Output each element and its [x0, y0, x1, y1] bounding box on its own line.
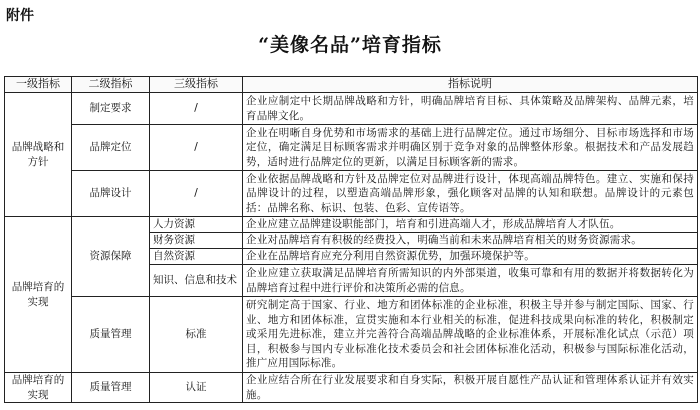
table-row	[5, 217, 698, 233]
column-header: 三级指标	[150, 77, 243, 93]
level2-cell: 质量管理	[72, 297, 150, 373]
description-cell: 企业在明晰自身优势和市场需求的基础上进行品牌定位。通过市场细分、目标市场选择和市场定位，确定满足目标顾客需求并明确区别于竞争对象的品牌整体形象。根据技术和产品发展趋势，适时进行品牌定位的更新，以满足目标顾客新的需求。	[243, 125, 698, 171]
level1-cell: 品牌培育的实现	[5, 217, 72, 373]
description-cell: 企业应结合所在行业发展要求和自身实际，积极开展自愿性产品认证和管理体系认证并有效实施。	[243, 373, 698, 403]
attachment-label: 附件	[6, 8, 34, 24]
description-cell: 企业应建立获取满足品牌培育所需知识的内外部渠道，收集可靠和有用的数据并将数据转化为品牌培育过程中进行评价和决策所必需的信息。	[243, 265, 698, 297]
level3-cell: 人力资源	[150, 217, 243, 233]
level2-cell: 质量管理	[72, 373, 150, 403]
level3-cell: 自然资源	[150, 249, 243, 265]
table-row	[5, 373, 698, 403]
column-header: 一级指标	[5, 77, 72, 93]
description-cell: 企业依据品牌战略和方针及品牌定位对品牌进行设计，体现高端品牌特色。建立、实施和保持品牌设计的过程，以塑造高端品牌形象，强化顾客对品牌的认知和联想。品牌设计的元素包括：品牌名称、标识、包装、色彩、宣传语等。	[243, 171, 698, 217]
table-row	[5, 297, 698, 373]
level2-cell: 品牌定位	[72, 125, 150, 171]
level3-cell: /	[150, 171, 243, 217]
table-row	[5, 171, 698, 217]
level3-cell: 标准	[150, 297, 243, 373]
level2-cell: 品牌设计	[72, 171, 150, 217]
description-cell: 企业应建立品牌建设职能部门，培育和引进高端人才，形成品牌培育人才队伍。	[243, 217, 698, 233]
level2-cell: 资源保障	[72, 217, 150, 297]
table-header-row	[5, 77, 698, 93]
description-cell: 企业应制定中长期品牌战略和方针，明确品牌培育目标、具体策略及品牌架构、品牌元素，培育品牌文化。	[243, 93, 698, 125]
table-row	[5, 93, 698, 125]
description-cell: 企业对品牌培育有积极的经费投入，明确当前和未来品牌培育相关的财务资源需求。	[243, 233, 698, 249]
level3-cell: 认证	[150, 373, 243, 403]
level3-cell: /	[150, 125, 243, 171]
level3-cell: 财务资源	[150, 233, 243, 249]
level3-cell: 知识、信息和技术	[150, 265, 243, 297]
column-header: 指标说明	[243, 77, 698, 93]
column-header: 二级指标	[72, 77, 150, 93]
level1-cell: 品牌战略和方针	[5, 93, 72, 217]
description-cell: 研究制定高于国家、行业、地方和团体标准的企业标准，积极主导并参与制定国际、国家、行业、地方和团体标准，宣贯实施和本行业相关的标准，促进科技成果向标准的转化，积极制定或采用先进标准，建立并完善符合高端品牌战略的企业标准体系，开展标准化试点（示范）项目，积极参与国内专业标准化技术委员会和社会团体标准化活动，积极参与国际标准化活动，推广应用国际标准。	[243, 297, 698, 373]
description-cell: 企业在品牌培育应充分利用自然资源优势，加强环境保护等。	[243, 249, 698, 265]
level1-cell: 品牌培育的实现	[5, 373, 72, 403]
table-row	[5, 125, 698, 171]
indicator-table	[4, 76, 698, 403]
level2-cell: 制定要求	[72, 93, 150, 125]
document-title: “美像名品”培育指标	[258, 34, 442, 56]
level3-cell: /	[150, 93, 243, 125]
